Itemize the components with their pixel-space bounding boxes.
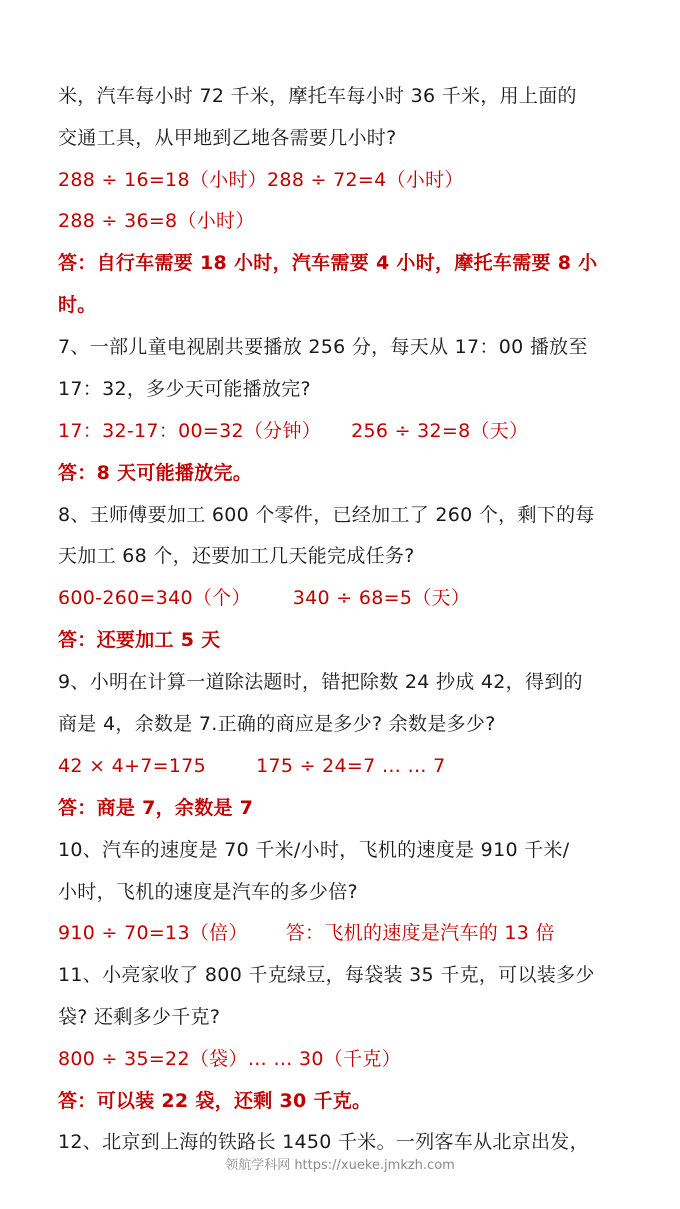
answer-11-calc-line: 800 ÷ 35=22（袋）… … 30（千克）	[58, 1048, 401, 1070]
question-6-text-line-1: 米，汽车每小时 72 千米，摩托车每小时 36 千米，用上面的	[58, 85, 577, 107]
question-11-text-line-2: 袋? 还剩多少千克?	[58, 1006, 221, 1028]
answer-7-conclusion: 答：8 天可能播放完。	[58, 462, 253, 484]
answer-8-calc-part-2: 340 ÷ 68=5（天）	[292, 587, 471, 609]
question-7-text-line-1: 7、一部儿童电视剧共要播放 256 分，每天从 17：00 播放至	[58, 336, 588, 358]
question-10-text-line-2: 小时，飞机的速度是汽车的多少倍?	[58, 881, 358, 903]
answer-10-line	[58, 920, 555, 946]
answer-7-calc-part-2: 256 ÷ 32=8（天）	[351, 420, 529, 442]
question-7-text-line-2: 17：32，多少天可能播放完?	[58, 378, 311, 400]
answer-11-conclusion: 答：可以装 22 袋，还剩 30 千克。	[58, 1090, 372, 1112]
answer-8-calc-line	[58, 585, 470, 611]
question-9-text-line-2: 商是 4，余数是 7.正确的商应是多少? 余数是多少?	[58, 713, 496, 735]
answer-9-calc-part-1: 42 × 4+7=175	[58, 755, 207, 777]
answer-10-calc: 910 ÷ 70=13（倍）	[58, 922, 248, 944]
answer-7-calc-part-1: 17：32-17：00=32（分钟）	[58, 420, 322, 442]
question-6-text-line-2: 交通工具，从甲地到乙地各需要几小时?	[58, 127, 397, 149]
question-10-text-line-1: 10、汽车的速度是 70 千米/小时，飞机的速度是 910 千米/	[58, 839, 570, 861]
answer-6-calc-line-1: 288 ÷ 16=18（小时）288 ÷ 72=4（小时）	[58, 169, 464, 191]
answer-7-calc-line	[58, 418, 528, 444]
answer-6-conclusion-line-1: 答：自行车需要 18 小时，汽车需要 4 小时，摩托车需要 8 小	[58, 252, 598, 274]
answer-9-conclusion: 答：商是 7，余数是 7	[58, 797, 254, 819]
answer-8-conclusion: 答：还要加工 5 天	[58, 629, 221, 651]
answer-8-calc-part-1: 600-260=340（个）	[58, 587, 251, 609]
footer-watermark: 领航学科网 https://xueke.jmkzh.com	[225, 1158, 455, 1173]
question-8-text-line-2: 天加工 68 个，还要加工几天能完成任务?	[58, 545, 415, 567]
question-9-text-line-1: 9、小明在计算一道除法题时，错把除数 24 抄成 42，得到的	[58, 671, 583, 693]
answer-6-calc-line-2: 288 ÷ 36=8（小时）	[58, 210, 255, 232]
question-12-text-line-1: 12、北京到上海的铁路长 1450 千米。一列客车从北京出发，	[58, 1131, 589, 1153]
question-11-text-line-1: 11、小亮家收了 800 千克绿豆，每袋装 35 千克，可以装多少	[58, 964, 595, 986]
answer-9-calc-line	[58, 753, 446, 779]
answer-6-conclusion-line-2: 时。	[58, 294, 97, 316]
question-8-text-line-1: 8、王师傅要加工 600 个零件，已经加工了 260 个，剩下的每	[58, 504, 595, 526]
answer-10-conclusion: 答：飞机的速度是汽车的 13 倍	[285, 922, 555, 944]
answer-9-calc-part-2: 175 ÷ 24=7 … … 7	[256, 755, 446, 777]
